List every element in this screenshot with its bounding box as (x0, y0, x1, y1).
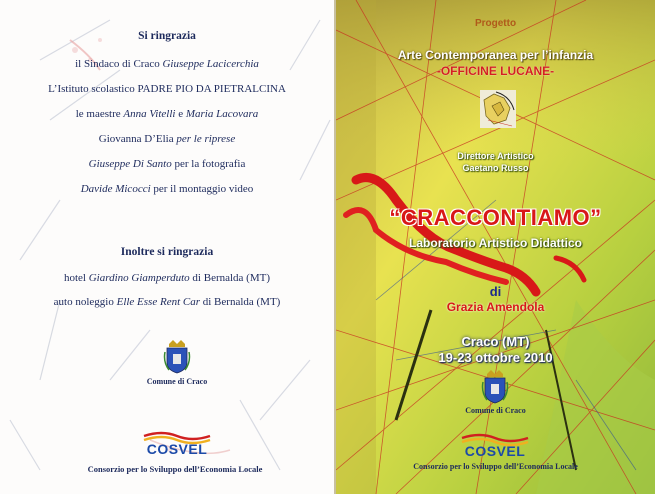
comune-label: Comune di Craco (146, 377, 208, 386)
right-panel (336, 0, 655, 494)
also-thanks-line (0, 296, 334, 308)
thanks-line-name: Maria Lacovara (185, 108, 259, 120)
thanks-line-name: Davide Micocci (80, 183, 151, 195)
thanks-line-suffix: per il montaggio video (150, 183, 254, 195)
thanks-line-prefix: Giovanna D’Elia (98, 133, 177, 145)
also-thanks-line (0, 272, 334, 284)
thanks-line-prefix: hotel (63, 272, 89, 284)
thanks-line (0, 133, 334, 145)
consorzio-label: Consorzio per lo Sviluppo dell’Economia Locale (413, 462, 578, 471)
event-dates: 19-23 ottobre 2010 (438, 350, 553, 365)
thanks-line-suffix: di Bernalda (MT) (200, 296, 281, 308)
consorzio-label: Consorzio per lo Sviluppo dell’Economia Locale (87, 464, 263, 474)
laboratorio-subtitle: Laboratorio Artistico Didattico (409, 236, 582, 250)
cosvel-logo-text: COSVEL (464, 443, 526, 459)
thanks-line-name: Giardino Giamperduto (88, 272, 190, 284)
progetto-label: Progetto (474, 18, 517, 29)
craco-crest-icon (481, 370, 509, 404)
director-name: Gaetano Russo (462, 163, 529, 173)
thanks-line-prefix: il Sindaco di Craco (75, 58, 163, 70)
basilicata-map-icon (480, 90, 516, 128)
thanks-heading: Si ringrazia (138, 30, 196, 42)
thanks-line-prefix: L’Istituto scolastico PADRE PIO DA PIETRALCINA (48, 83, 286, 95)
main-title: “CRACCONTIAMO” (389, 205, 602, 230)
thanks-line-name: Giuseppe Di Santo (88, 158, 172, 170)
also-thanks-heading: Inoltre si ringrazia (120, 246, 214, 258)
thanks-line (0, 108, 334, 120)
thanks-line-prefix: le maestre (75, 108, 124, 120)
di-label: di (489, 284, 502, 299)
director-label: Direttore Artistico (457, 151, 534, 161)
thanks-line-suffix: di Bernalda (MT) (189, 272, 271, 284)
thanks-line-mid: e (175, 108, 186, 120)
thanks-line (0, 83, 334, 95)
thanks-line-prefix: auto noleggio (53, 296, 117, 308)
author-name: Grazia Amendola (446, 300, 545, 314)
thanks-line (0, 183, 334, 195)
thanks-line (0, 158, 334, 170)
project-subtitle: -OFFICINE LUCANE- (436, 64, 555, 78)
event-place: Craco (MT) (461, 334, 530, 349)
craco-crest-icon (163, 340, 191, 374)
thanks-line-name: Giuseppe Lacicerchia (162, 58, 259, 70)
thanks-line-name: Anna Vitelli (123, 108, 176, 120)
comune-label: Comune di Craco (465, 406, 526, 415)
thanks-line-name: Elle Esse Rent Car (116, 296, 200, 308)
thanks-line-suffix: per la fotografia (171, 158, 246, 170)
cosvel-logo-text: COSVEL (146, 441, 208, 457)
project-title: Arte Contemporanea per l’infanzia (397, 48, 594, 62)
thanks-line-name: per le riprese (176, 133, 236, 145)
thanks-line (0, 58, 334, 70)
